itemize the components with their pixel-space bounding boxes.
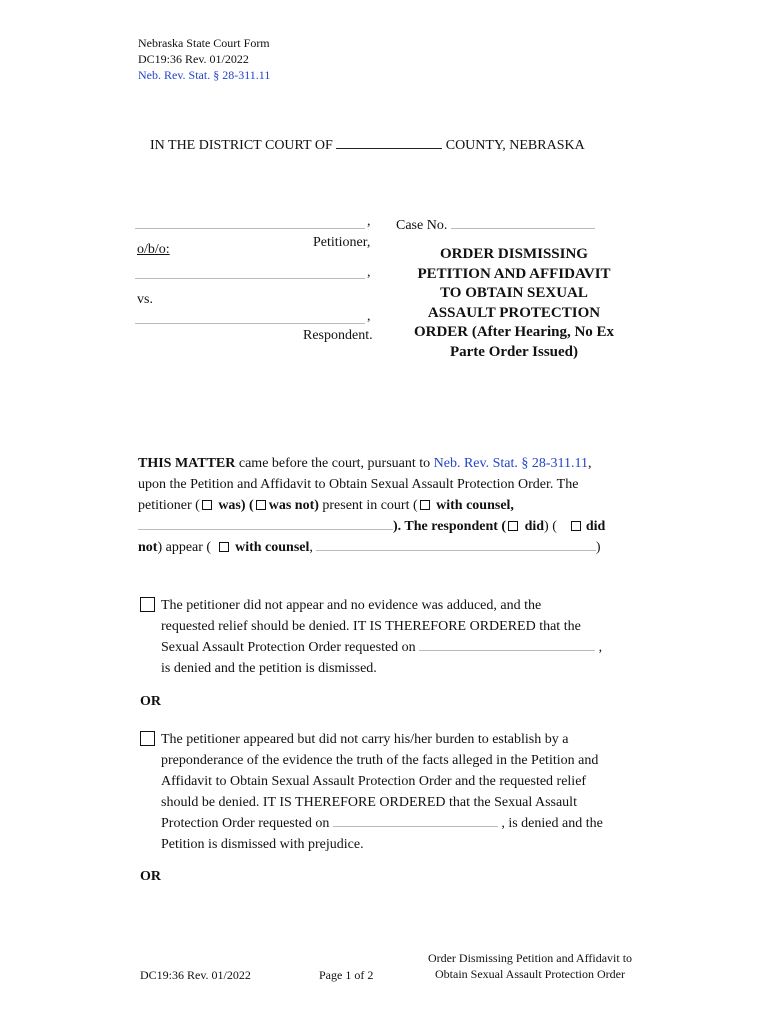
title-line: ORDER DISMISSING bbox=[440, 246, 588, 262]
title-line: ORDER (After Hearing, No Ex bbox=[413, 324, 615, 340]
option2-line: The petitioner appeared but did not carry his/her burden to establish by a bbox=[161, 732, 569, 747]
present-text: present in court ( bbox=[318, 498, 418, 513]
option1-date-field[interactable] bbox=[419, 637, 595, 651]
option1-line: requested relief should be denied. IT IS THEREFORE ORDERED that the bbox=[161, 619, 581, 634]
document-title bbox=[392, 245, 636, 362]
court-suffix: COUNTY, NEBRASKA bbox=[445, 138, 585, 153]
petitioner-text: petitioner ( bbox=[138, 498, 200, 513]
county-blank[interactable] bbox=[336, 136, 442, 149]
petitioner-counsel-checkbox[interactable] bbox=[420, 500, 430, 510]
respondent-text: ). The respondent ( bbox=[393, 519, 507, 534]
was-label: was) bbox=[214, 498, 246, 513]
footer-title bbox=[410, 950, 650, 982]
case-no-label: Case No. bbox=[396, 218, 448, 233]
form-number: DC19:36 Rev. 01/2022 bbox=[138, 52, 249, 66]
title-line: ASSAULT PROTECTION bbox=[427, 304, 601, 321]
intro-text: came before the court, pursuant to bbox=[235, 456, 434, 471]
footer-form-id: DC19:36 Rev. 01/2022 bbox=[140, 968, 251, 982]
intro-statute: Neb. Rev. Stat. § 28-311.11 bbox=[433, 456, 589, 471]
option1-line3-text: Sexual Assault Protection Order requested on bbox=[161, 640, 416, 655]
title-line: PETITION AND AFFIDAVIT bbox=[417, 265, 611, 282]
footer-page-number: Page 1 of 2 bbox=[319, 968, 374, 982]
or-separator: OR bbox=[140, 869, 161, 884]
case-number-row bbox=[396, 216, 595, 234]
intro-line-1 bbox=[138, 453, 605, 474]
paren: ) ( bbox=[544, 519, 557, 534]
did-not-label: did bbox=[585, 519, 606, 534]
with-counsel-label: with counsel bbox=[231, 540, 310, 555]
case-number-field[interactable] bbox=[451, 216, 595, 229]
footer-title-line: Order Dismissing Petition and Affidavit to bbox=[427, 951, 633, 965]
comma: , bbox=[309, 540, 313, 555]
option2-text bbox=[161, 729, 603, 855]
statute-reference: Neb. Rev. Stat. § 28-311.11 bbox=[138, 68, 271, 82]
option2-date-field[interactable] bbox=[333, 813, 498, 827]
vs-label: vs. bbox=[137, 292, 153, 307]
appear-text: ) appear ( bbox=[157, 540, 215, 555]
option2-checkbox[interactable] bbox=[140, 731, 155, 749]
option2-line: should be denied. IT IS THEREFORE ORDERED that the Sexual Assault bbox=[161, 795, 577, 810]
option2-line: Affidavit to Obtain Sexual Assault Protection Order and the requested relief bbox=[161, 774, 587, 789]
paren: ( bbox=[245, 498, 254, 513]
petitioner-counsel-field[interactable] bbox=[138, 516, 393, 530]
obo-label: o/b/o: bbox=[137, 242, 170, 257]
or-separator: OR bbox=[140, 694, 161, 709]
did-checkbox[interactable] bbox=[508, 521, 518, 531]
option2-line: Petition is dismissed with prejudice. bbox=[161, 837, 364, 852]
intro-paragraph bbox=[138, 453, 605, 558]
caption-comma-1: , bbox=[367, 214, 371, 229]
respondent-name-line[interactable] bbox=[135, 323, 365, 324]
with-counsel-label: with counsel, bbox=[432, 498, 514, 513]
was-not-label: was not) bbox=[268, 498, 319, 513]
intro-line-5 bbox=[138, 537, 605, 558]
respondent-counsel-field[interactable] bbox=[316, 537, 596, 551]
paren: ) bbox=[595, 540, 601, 555]
option1-line: is denied and the petition is dismissed. bbox=[161, 661, 377, 676]
petitioner-name-line[interactable] bbox=[135, 228, 365, 229]
option2-line5-text: Protection Order requested on bbox=[161, 816, 330, 831]
option1-checkbox[interactable] bbox=[140, 597, 155, 615]
caption-comma-2: , bbox=[367, 265, 371, 280]
intro-comma: , bbox=[588, 456, 592, 471]
was-not-checkbox[interactable] bbox=[256, 500, 266, 510]
option2-line bbox=[161, 813, 603, 834]
footer-title-line: Obtain Sexual Assault Protection Order bbox=[435, 967, 625, 981]
option1-text bbox=[161, 595, 602, 679]
respondent-counsel-checkbox[interactable] bbox=[219, 542, 229, 552]
intro-line-2: upon the Petition and Affidavit to Obtain Sexual Assault Protection Order. The bbox=[138, 477, 579, 492]
option2-line5-end: , is denied and the bbox=[501, 816, 603, 831]
court-heading bbox=[150, 136, 585, 154]
court-prefix: IN THE DISTRICT COURT OF bbox=[150, 138, 333, 153]
form-source: Nebraska State Court Form bbox=[138, 36, 270, 50]
title-line: TO OBTAIN SEXUAL bbox=[440, 285, 588, 301]
obo-name-line[interactable] bbox=[135, 278, 365, 279]
petitioner-label: Petitioner, bbox=[313, 235, 371, 250]
intro-line-3 bbox=[138, 495, 605, 516]
respondent-label: Respondent. bbox=[303, 328, 373, 343]
did-not-checkbox[interactable] bbox=[571, 521, 581, 531]
was-checkbox[interactable] bbox=[202, 500, 212, 510]
title-line: Parte Order Issued) bbox=[449, 343, 579, 360]
option2-line: preponderance of the evidence the truth of the facts alleged in the Petition and bbox=[161, 753, 599, 768]
caption-comma-3: , bbox=[367, 309, 371, 324]
this-matter: THIS MATTER bbox=[138, 456, 236, 471]
comma: , bbox=[598, 640, 603, 655]
did-label: did bbox=[521, 519, 545, 534]
option1-line bbox=[161, 637, 602, 658]
intro-line-4 bbox=[138, 516, 605, 537]
form-header bbox=[138, 35, 270, 83]
not-label: not bbox=[138, 540, 158, 555]
option1-line: The petitioner did not appear and no evidence was adduced, and the bbox=[161, 598, 542, 613]
